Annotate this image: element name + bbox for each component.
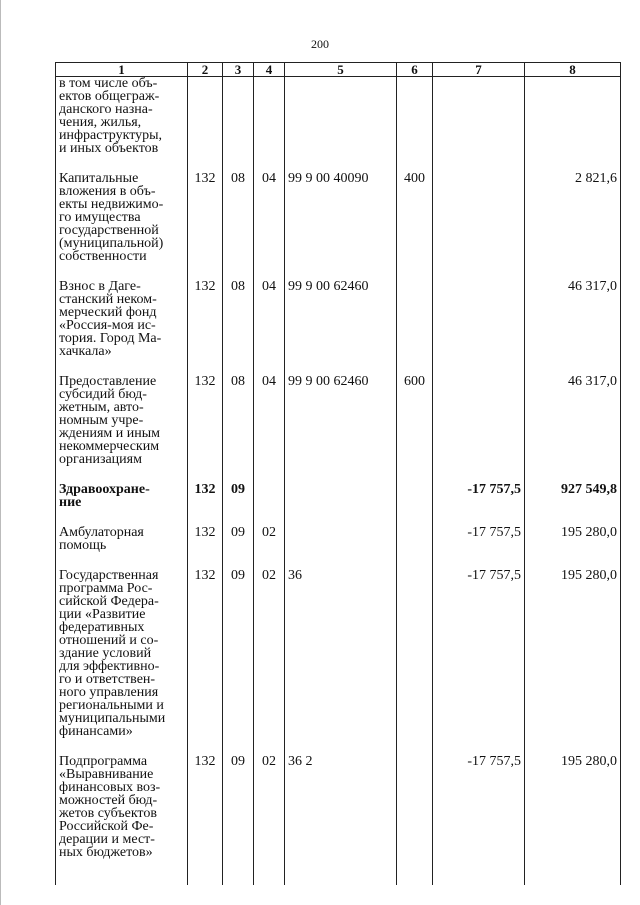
row-name: Государственная программа Рос- сийской Федера- ции «Развитие федеративных отношений и со- здание условий для эффективно- го и ответствен- ного управления региональными и муниципальными финансами» [56,569,188,738]
spacer-cell [254,466,285,483]
row-section: 08 [223,280,254,358]
row-subsection: 02 [254,569,285,738]
row-spacer [56,466,621,483]
row-total-amount: 46 317,0 [525,280,621,358]
spacer-cell [223,859,254,885]
row-subsection [254,483,285,509]
spacer-cell [285,738,397,755]
column-header: 2 [188,63,223,77]
row-admin-code: 132 [188,375,223,466]
spacer-cell [254,859,285,885]
spacer-cell [397,263,433,280]
row-expense-type [397,569,433,738]
row-target-article: 99 9 00 40090 [285,172,397,263]
row-spacer [56,859,621,885]
row-section: 09 [223,483,254,509]
row-expense-type [397,755,433,859]
row-change-amount [433,77,525,156]
spacer-cell [525,738,621,755]
header-row [56,63,621,77]
spacer-cell [397,509,433,526]
spacer-cell [223,155,254,172]
spacer-cell [397,155,433,172]
column-header: 5 [285,63,397,77]
row-section: 08 [223,172,254,263]
spacer-cell [285,859,397,885]
row-target-article: 99 9 00 62460 [285,375,397,466]
row-spacer [56,263,621,280]
row-expense-type [397,77,433,156]
table-row [56,569,621,738]
spacer-cell [433,738,525,755]
column-header: 3 [223,63,254,77]
spacer-cell [188,358,223,375]
row-change-amount [433,172,525,263]
spacer-cell [285,509,397,526]
row-total-amount: 46 317,0 [525,375,621,466]
spacer-cell [56,466,188,483]
spacer-cell [397,466,433,483]
spacer-cell [223,509,254,526]
row-subsection: 04 [254,280,285,358]
row-total-amount [525,77,621,156]
spacer-cell [223,552,254,569]
row-total-amount: 195 280,0 [525,569,621,738]
spacer-cell [56,155,188,172]
row-spacer [56,155,621,172]
spacer-cell [433,263,525,280]
row-spacer [56,358,621,375]
row-name: в том числе объ- ектов общеграж- данского назна- чения, жилья, инфраструктуры, и иных объектов [56,77,188,156]
page-number: 200 [311,37,329,51]
row-name: Капитальные вложения в объ- екты недвижимо- го имущества государственной (муниципальной) собственности [56,172,188,263]
spacer-cell [433,358,525,375]
row-change-amount: -17 757,5 [433,755,525,859]
row-target-article: 36 2 [285,755,397,859]
spacer-cell [525,552,621,569]
row-admin-code: 132 [188,526,223,552]
spacer-cell [433,859,525,885]
row-admin-code: 132 [188,483,223,509]
spacer-cell [56,509,188,526]
spacer-cell [525,358,621,375]
row-name: Амбулаторная помощь [56,526,188,552]
row-section: 09 [223,526,254,552]
spacer-cell [285,552,397,569]
spacer-cell [525,466,621,483]
table-row [56,755,621,859]
spacer-cell [56,358,188,375]
spacer-cell [188,155,223,172]
spacer-cell [188,263,223,280]
table-row [56,172,621,263]
row-change-amount [433,375,525,466]
row-change-amount [433,280,525,358]
row-admin-code [188,77,223,156]
spacer-cell [254,552,285,569]
row-name: Предоставление субсидий бюд- жетным, авто- номным учре- ждениям и иным некоммерческим организациям [56,375,188,466]
row-admin-code: 132 [188,755,223,859]
row-spacer [56,738,621,755]
spacer-cell [433,466,525,483]
row-subsection: 04 [254,375,285,466]
spacer-cell [56,859,188,885]
spacer-cell [188,859,223,885]
row-expense-type [397,280,433,358]
column-header: 1 [56,63,188,77]
table-row [56,526,621,552]
row-total-amount: 195 280,0 [525,526,621,552]
row-subsection [254,77,285,156]
row-name: Взнос в Даге- станский неком- мерческий фонд «Россия-моя ис- тория. Город Ма- хачкала» [56,280,188,358]
spacer-cell [223,358,254,375]
row-name: Здравоохране- ние [56,483,188,509]
row-change-amount: -17 757,5 [433,483,525,509]
row-total-amount: 2 821,6 [525,172,621,263]
row-target-article [285,526,397,552]
spacer-cell [397,358,433,375]
spacer-cell [188,509,223,526]
column-header: 6 [397,63,433,77]
row-spacer [56,509,621,526]
column-header: 4 [254,63,285,77]
column-header: 7 [433,63,525,77]
table-row [56,280,621,358]
row-expense-type: 600 [397,375,433,466]
row-target-article: 36 [285,569,397,738]
table-row [56,77,621,156]
row-expense-type [397,526,433,552]
row-total-amount: 927 549,8 [525,483,621,509]
row-section: 08 [223,375,254,466]
row-section [223,77,254,156]
spacer-cell [285,155,397,172]
row-total-amount: 195 280,0 [525,755,621,859]
spacer-cell [525,859,621,885]
row-change-amount: -17 757,5 [433,569,525,738]
row-target-article [285,483,397,509]
budget-table [55,62,621,885]
spacer-cell [56,263,188,280]
spacer-cell [56,738,188,755]
spacer-cell [254,155,285,172]
row-expense-type [397,483,433,509]
row-expense-type: 400 [397,172,433,263]
column-header: 8 [525,63,621,77]
spacer-cell [188,466,223,483]
spacer-cell [525,509,621,526]
spacer-cell [254,358,285,375]
spacer-cell [56,552,188,569]
row-subsection: 02 [254,526,285,552]
row-subsection: 02 [254,755,285,859]
spacer-cell [285,263,397,280]
row-subsection: 04 [254,172,285,263]
row-admin-code: 132 [188,569,223,738]
spacer-cell [397,738,433,755]
spacer-cell [223,263,254,280]
row-change-amount: -17 757,5 [433,526,525,552]
table-row [56,483,621,509]
spacer-cell [433,509,525,526]
row-section: 09 [223,755,254,859]
spacer-cell [254,509,285,526]
scan-edge [0,0,1,905]
spacer-cell [397,552,433,569]
spacer-cell [223,738,254,755]
spacer-cell [254,263,285,280]
spacer-cell [433,552,525,569]
spacer-cell [397,859,433,885]
row-admin-code: 132 [188,172,223,263]
row-target-article [285,77,397,156]
spacer-cell [525,263,621,280]
row-target-article: 99 9 00 62460 [285,280,397,358]
spacer-cell [285,358,397,375]
spacer-cell [188,738,223,755]
spacer-cell [433,155,525,172]
row-admin-code: 132 [188,280,223,358]
spacer-cell [188,552,223,569]
table-row [56,375,621,466]
row-name: Подпрограмма «Выравнивание финансовых воз- можностей бюд- жетов субъектов Российской Фе- дерации и мест- ных бюджетов» [56,755,188,859]
spacer-cell [285,466,397,483]
spacer-cell [223,466,254,483]
spacer-cell [254,738,285,755]
row-section: 09 [223,569,254,738]
row-spacer [56,552,621,569]
spacer-cell [525,155,621,172]
